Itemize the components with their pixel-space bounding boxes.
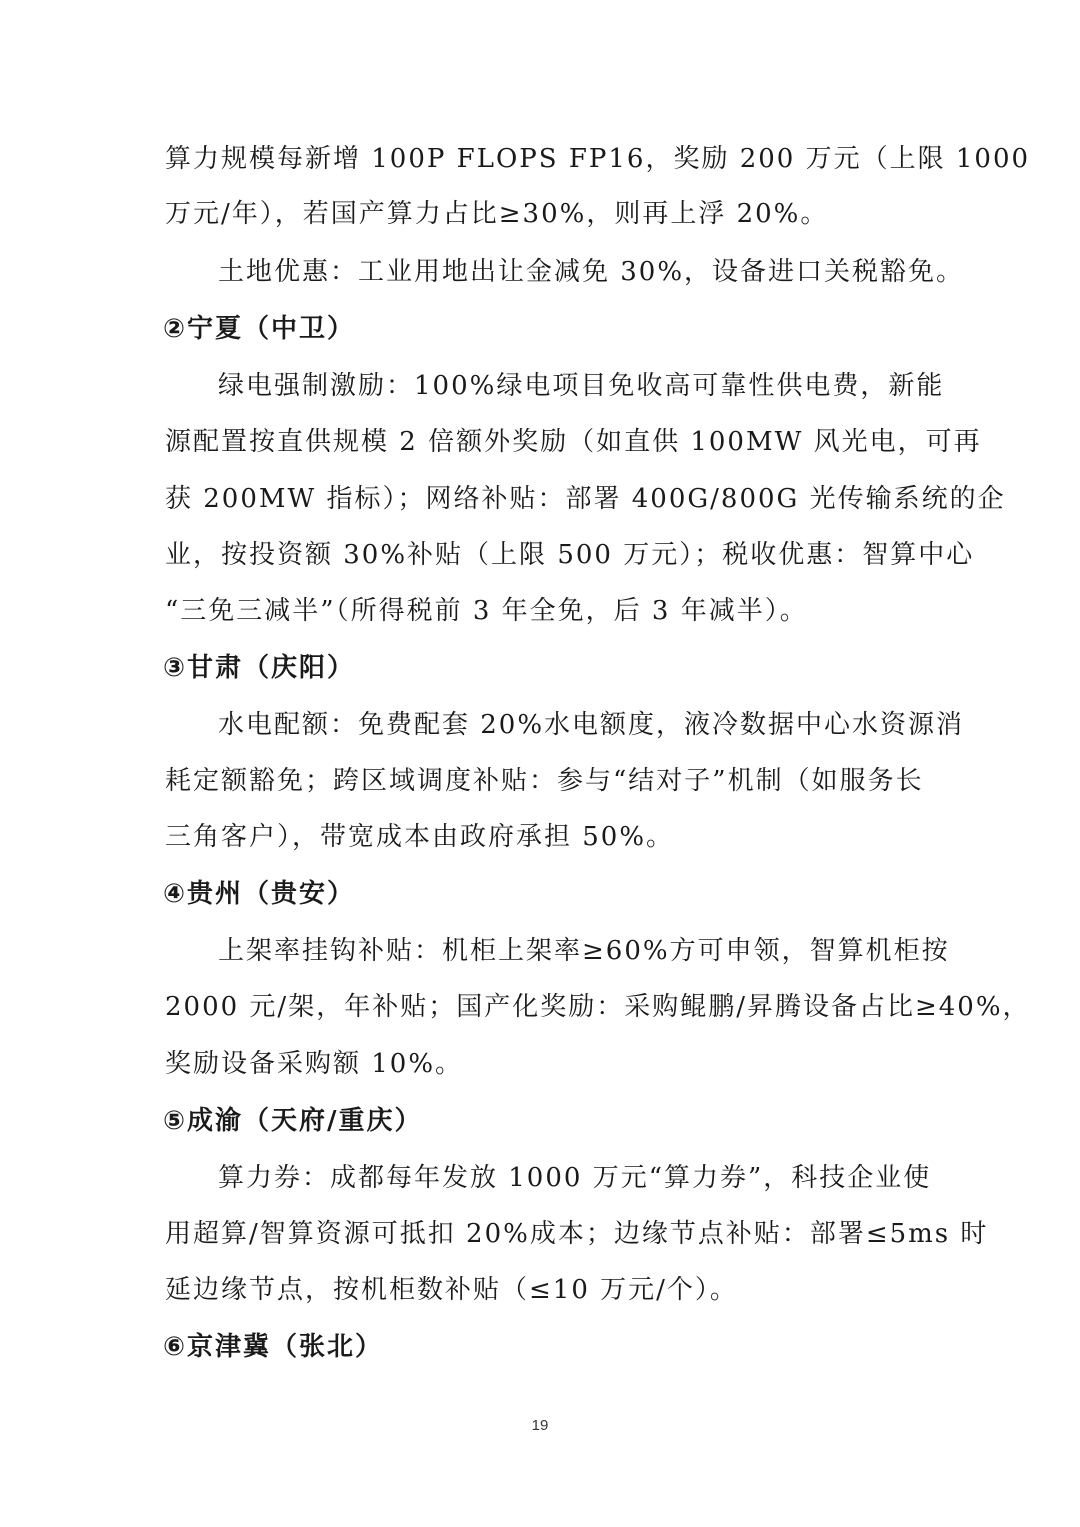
section-heading: ⑥京津冀（张北） <box>163 1332 384 1362</box>
section-heading: ⑤成渝（天府/重庆） <box>163 1106 423 1136</box>
section-heading: ③甘肃（庆阳） <box>163 653 356 683</box>
section-heading: ④贵州（贵安） <box>163 879 356 909</box>
paragraph-line: 算力规模每新增 100P FLOPS FP16，奖励 200 万元（上限 1000 <box>165 144 1031 174</box>
section-heading: ②宁夏（中卫） <box>163 314 356 344</box>
paragraph-line: 获 200MW 指标）；网络补贴：部署 400G/800G 光传输系统的企 <box>165 484 1006 514</box>
paragraph-line: 万元/年），若国产算力占比≥30%，则再上浮 20%。 <box>165 199 829 229</box>
paragraph-line: 业，按投资额 30%补贴（上限 500 万元）；税收优惠：智算中心 <box>165 540 975 570</box>
paragraph-line: 用超算/智算资源可抵扣 20%成本；边缘节点补贴：部署≤5ms 时 <box>165 1219 989 1249</box>
paragraph-line: 算力券：成都每年发放 1000 万元“算力券”，科技企业使 <box>218 1163 932 1193</box>
paragraph-line: 耗定额豁免；跨区域调度补贴：参与“结对子”机制（如服务长 <box>165 766 924 796</box>
paragraph-line: 上架率挂钩补贴：机柜上架率≥60%方可申领，智算机柜按 <box>218 936 950 966</box>
page-number: 19 <box>531 1417 549 1434</box>
paragraph-line: 土地优惠：工业用地出让金减免 30%，设备进口关税豁免。 <box>218 257 965 287</box>
paragraph-line: 奖励设备采购额 10%。 <box>165 1049 464 1079</box>
paragraph-line: 2000 元/架，年补贴；国产化奖励：采购鲲鹏/昇腾设备占比≥40%， <box>165 992 1031 1022</box>
paragraph-line: 源配置按直供规模 2 倍额外奖励（如直供 100MW 风光电，可再 <box>165 427 982 457</box>
paragraph-line: 水电配额：免费配套 20%水电额度，液冷数据中心水资源消 <box>218 710 965 740</box>
paragraph-line: 三角客户），带宽成本由政府承担 50%。 <box>165 822 675 852</box>
paragraph-line: 绿电强制激励：100%绿电项目免收高可靠性供电费，新能 <box>218 371 945 401</box>
paragraph-line: 延边缘节点，按机柜数补贴（≤10 万元/个）。 <box>165 1275 738 1305</box>
paragraph-line: “三免三减半”（所得税前 3 年全免，后 3 年减半）。 <box>165 596 808 626</box>
